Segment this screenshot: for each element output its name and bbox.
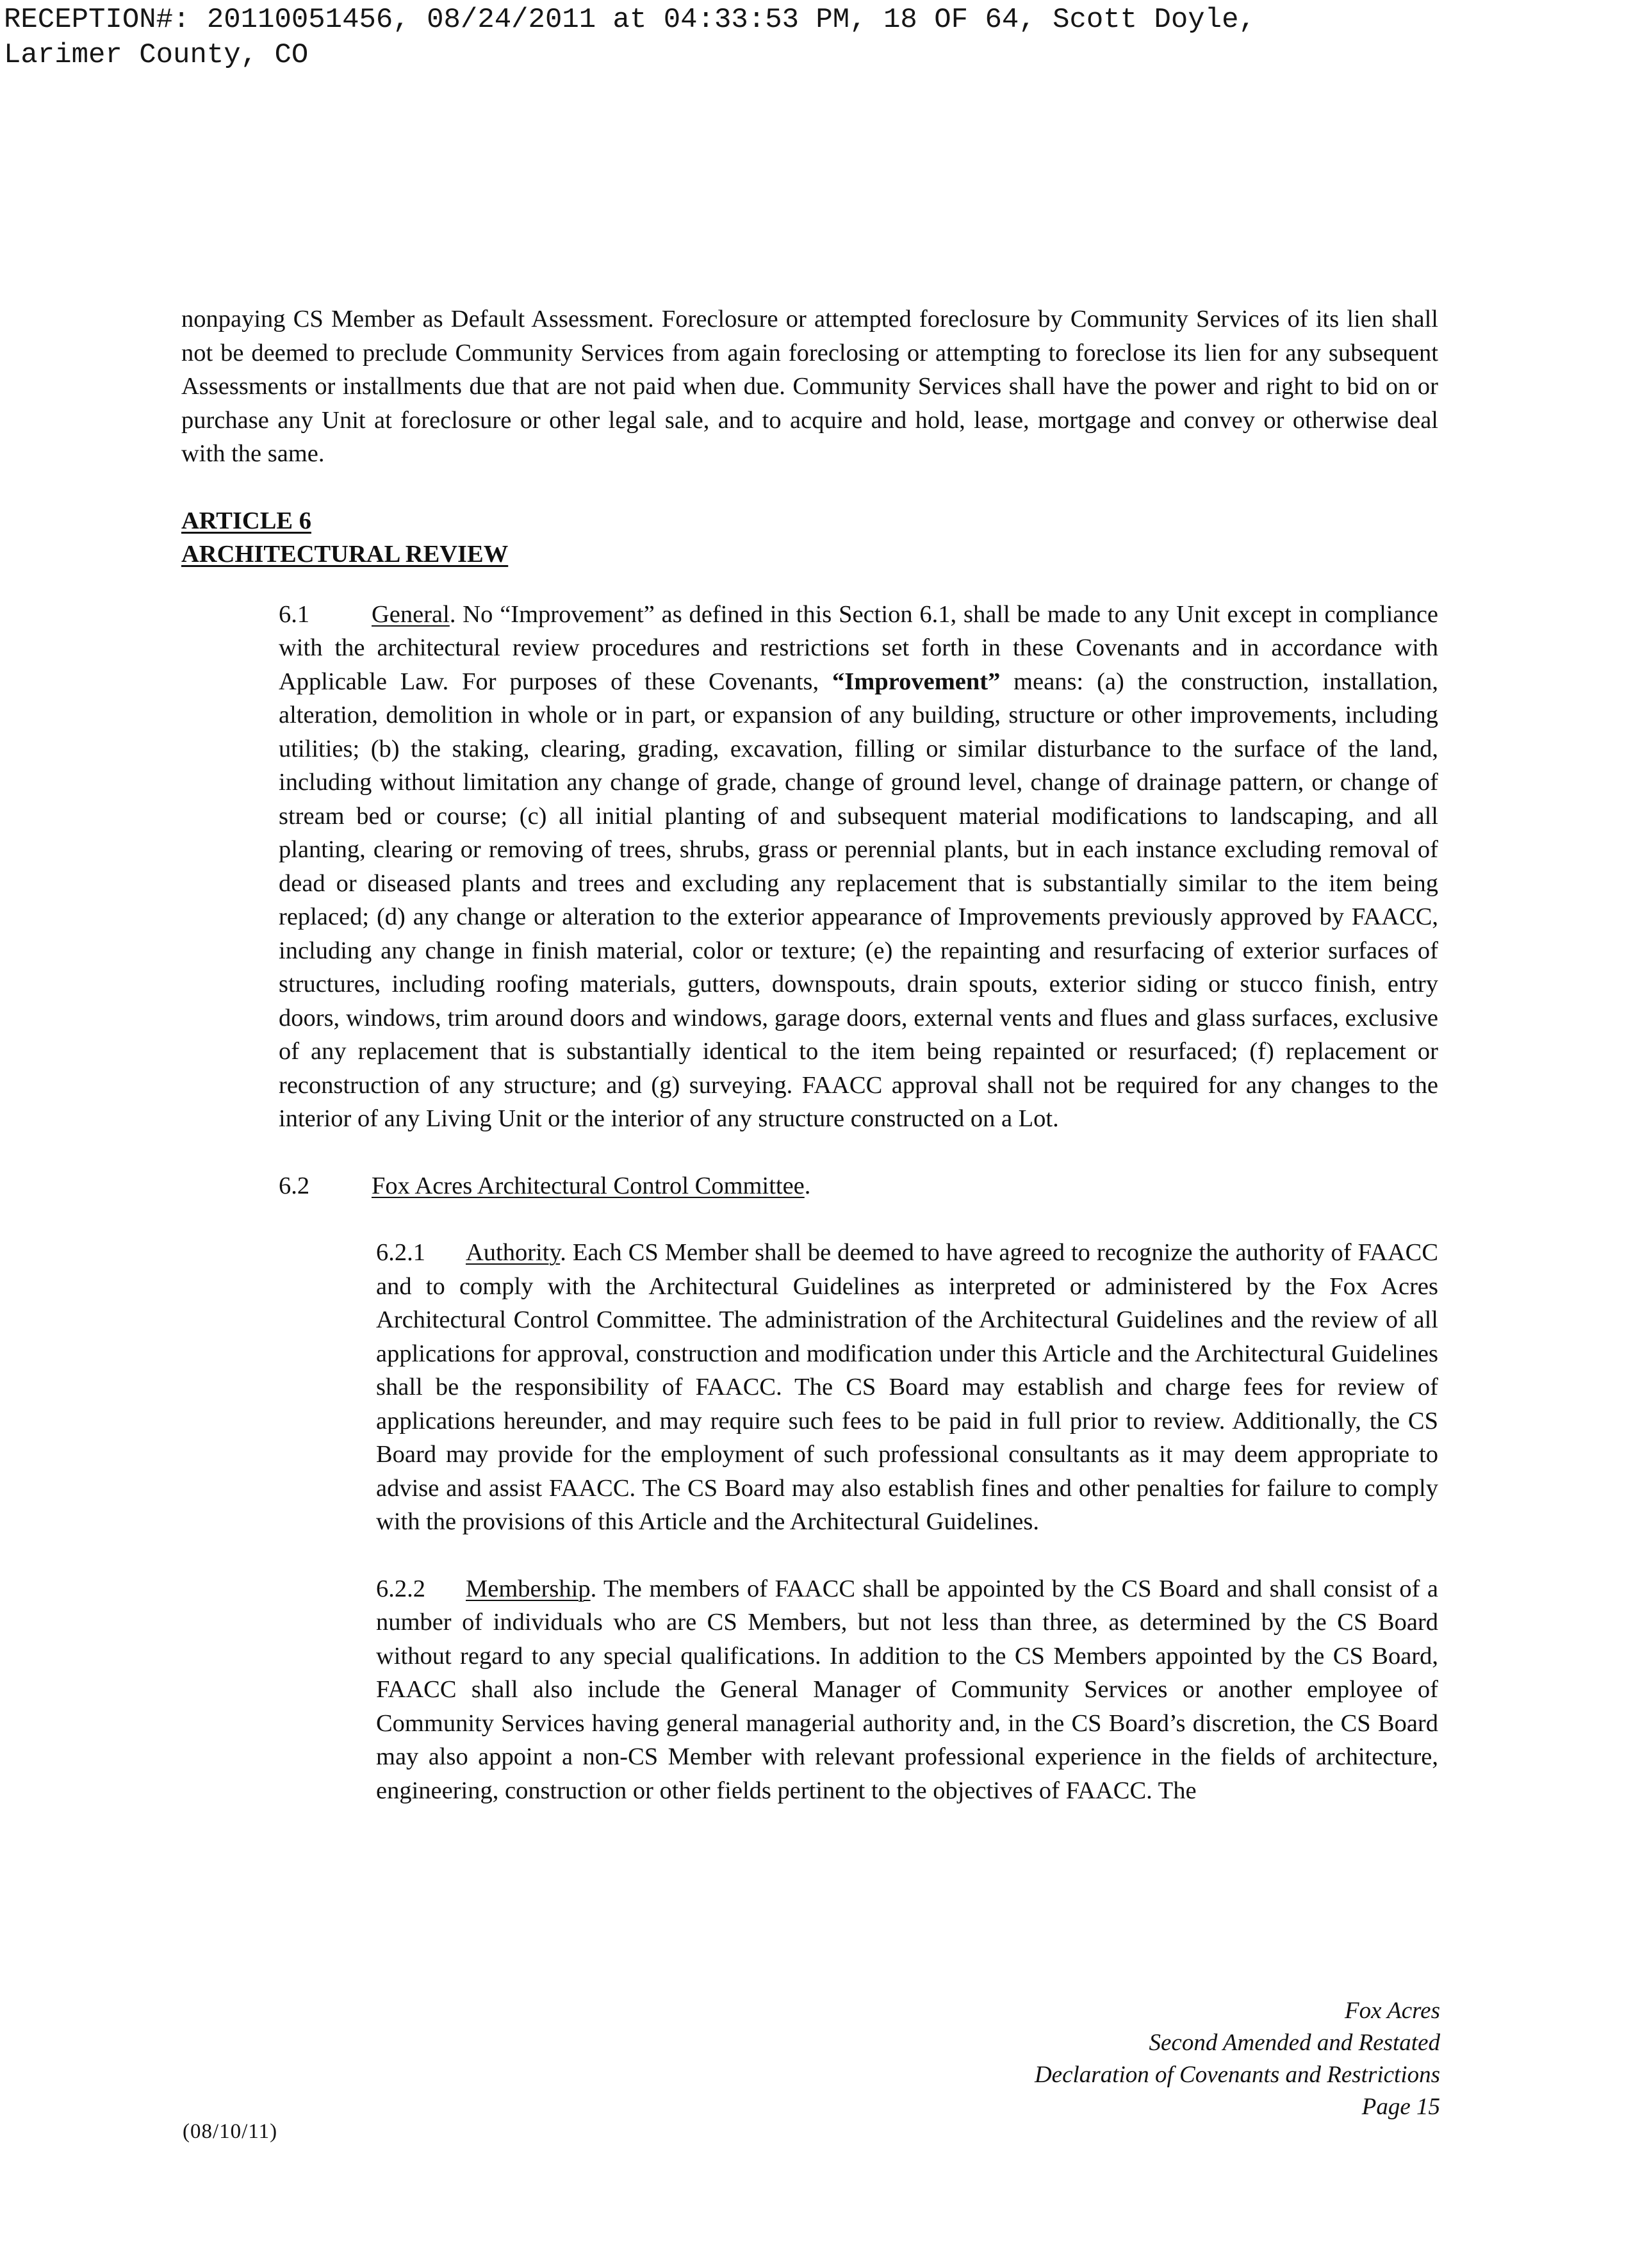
section-6-1-number: 6.1 [279, 600, 310, 628]
document-footer [1035, 1995, 1440, 2123]
section-6-1-text-a: . No “Improvement” as defined in this Section 6.1, shall be made to any Unit except in compliance with the architectural review procedures and restrictions set forth in these Covenants and in accordance with Applicable Law. For purposes of these Covenants, [279, 600, 1438, 695]
section-6-2-1-heading: Authority [466, 1239, 561, 1266]
section-6-1-heading: General [372, 600, 450, 628]
section-6-2-number: 6.2 [279, 1172, 310, 1199]
footer-document-name: Declaration of Covenants and Restrictions [1034, 2062, 1440, 2088]
article-title: ARCHITECTURAL REVIEW [181, 540, 509, 568]
section-6-2-2-heading: Membership [466, 1575, 591, 1602]
section-6-2-2-number: 6.2.2 [376, 1575, 425, 1602]
section-6-2-1-text: . Each CS Member shall be deemed to have agreed to recognize the authority of FAACC and to comply with the Architectural Guidelines as interpreted or administered by the Fox Acres Architectural Control Committee. The administration of the Architectural Guidelines and the review of all applications for approval, construction and modification under this Article and the Architectural Guidelines shall be the responsibility of FAACC. The CS Board may establish and charge fees for review of applications hereunder, and may require such fees to be paid in full prior to review. Additionally, the CS Board may provide for the employment of such professional consultants as it may deem appropriate to advise and assist FAACC. The CS Board may also establish fines and other penalties for failure to comply with the provisions of this Article and the Architectural Guidelines. [376, 1239, 1438, 1535]
section-6-2-2-text: . The members of FAACC shall be appointed by the CS Board and shall consist of a number of individuals who are CS Members, but not less than three, as determined by the CS Board without regard to any special qualifications. In addition to the CS Members appointed by the CS Board, FAACC shall also include the General Manager of Community Services or another employee of Community Services having general managerial authority and, in the CS Board’s discretion, the CS Board may also appoint a non-CS Member with relevant professional experience in the fields of architecture, engineering, construction or other fields pertinent to the objectives of FAACC. The [376, 1575, 1438, 1804]
footer-date-code: (08/10/11) [183, 2120, 278, 2143]
document-body [181, 302, 1438, 1807]
section-6-2-2 [181, 1572, 1438, 1808]
section-6-2-heading-end: . [804, 1172, 811, 1199]
section-6-1 [181, 598, 1438, 1136]
section-6-1-text-b: means: (a) the construction, installation, alteration, demolition in whole or in part, or expansion of any building, structure or other improvements, including utilities; (b) the staking, clearing, grading, excavation, filling or similar disturbance to the surface of the land, including without limitation any change of grade, change of ground level, change of drainage pattern, or change of stream bed or course; (c) all initial planting of and subsequent material modifications to landscaping, and all planting, clearing or removing of trees, shrubs, grass or perennial plants, but in each instance excluding removal of dead or diseased plants and trees and excluding any replacement that is substantially similar to the item being replaced; (d) any change or alteration to the exterior appearance of Improvements previously approved by FAACC, including any change in finish material, color or texture; (e) the repainting and resurfacing of exterior surfaces of structures, including roofing materials, gutters, downspouts, drain spouts, exterior siding or stucco finish, entry doors, windows, trim around doors and windows, garage doors, external vents and flues and glass surfaces, exclusive of any replacement that is substantially identical to the item being repainted or resurfaced; (f) replacement or reconstruction of any structure; and (g) surveying. FAACC approval shall not be required for any changes to the interior of any Living Unit or the interior of any structure constructed on a Lot. [279, 668, 1438, 1132]
section-6-1-defined-term: “Improvement” [832, 668, 1001, 695]
footer-title: Fox Acres [1345, 1998, 1440, 2024]
section-6-2-1-number: 6.2.1 [376, 1239, 425, 1266]
intro-paragraph: nonpaying CS Member as Default Assessment. Foreclosure or attempted foreclosure by Community Services of its lien shall not be deemed to preclude Community Services from again foreclosing or attempting to foreclose its lien for any subsequent Assessments or installments due that are not paid when due. Community Services shall have the power and right to bid on or purchase any Unit at foreclosure or other legal sale, and to acquire and hold, lease, mortgage and convey or otherwise deal with the same. [181, 306, 1438, 467]
recording-stamp-line-1: RECEPTION#: 20110051456, 08/24/2011 at 04:33:53 PM, 18 OF 64, Scott Doyle, [4, 4, 1256, 36]
page-number: Page 15 [1361, 2094, 1440, 2120]
recording-stamp-line-2: Larimer County, CO [4, 39, 309, 71]
section-6-2-heading: Fox Acres Architectural Control Committee [372, 1172, 805, 1199]
section-6-2-1 [181, 1236, 1438, 1539]
section-6-2 [181, 1169, 1438, 1203]
recording-stamp [4, 3, 1256, 73]
article-number: ARTICLE 6 [181, 507, 311, 534]
footer-subtitle: Second Amended and Restated [1149, 2030, 1440, 2056]
